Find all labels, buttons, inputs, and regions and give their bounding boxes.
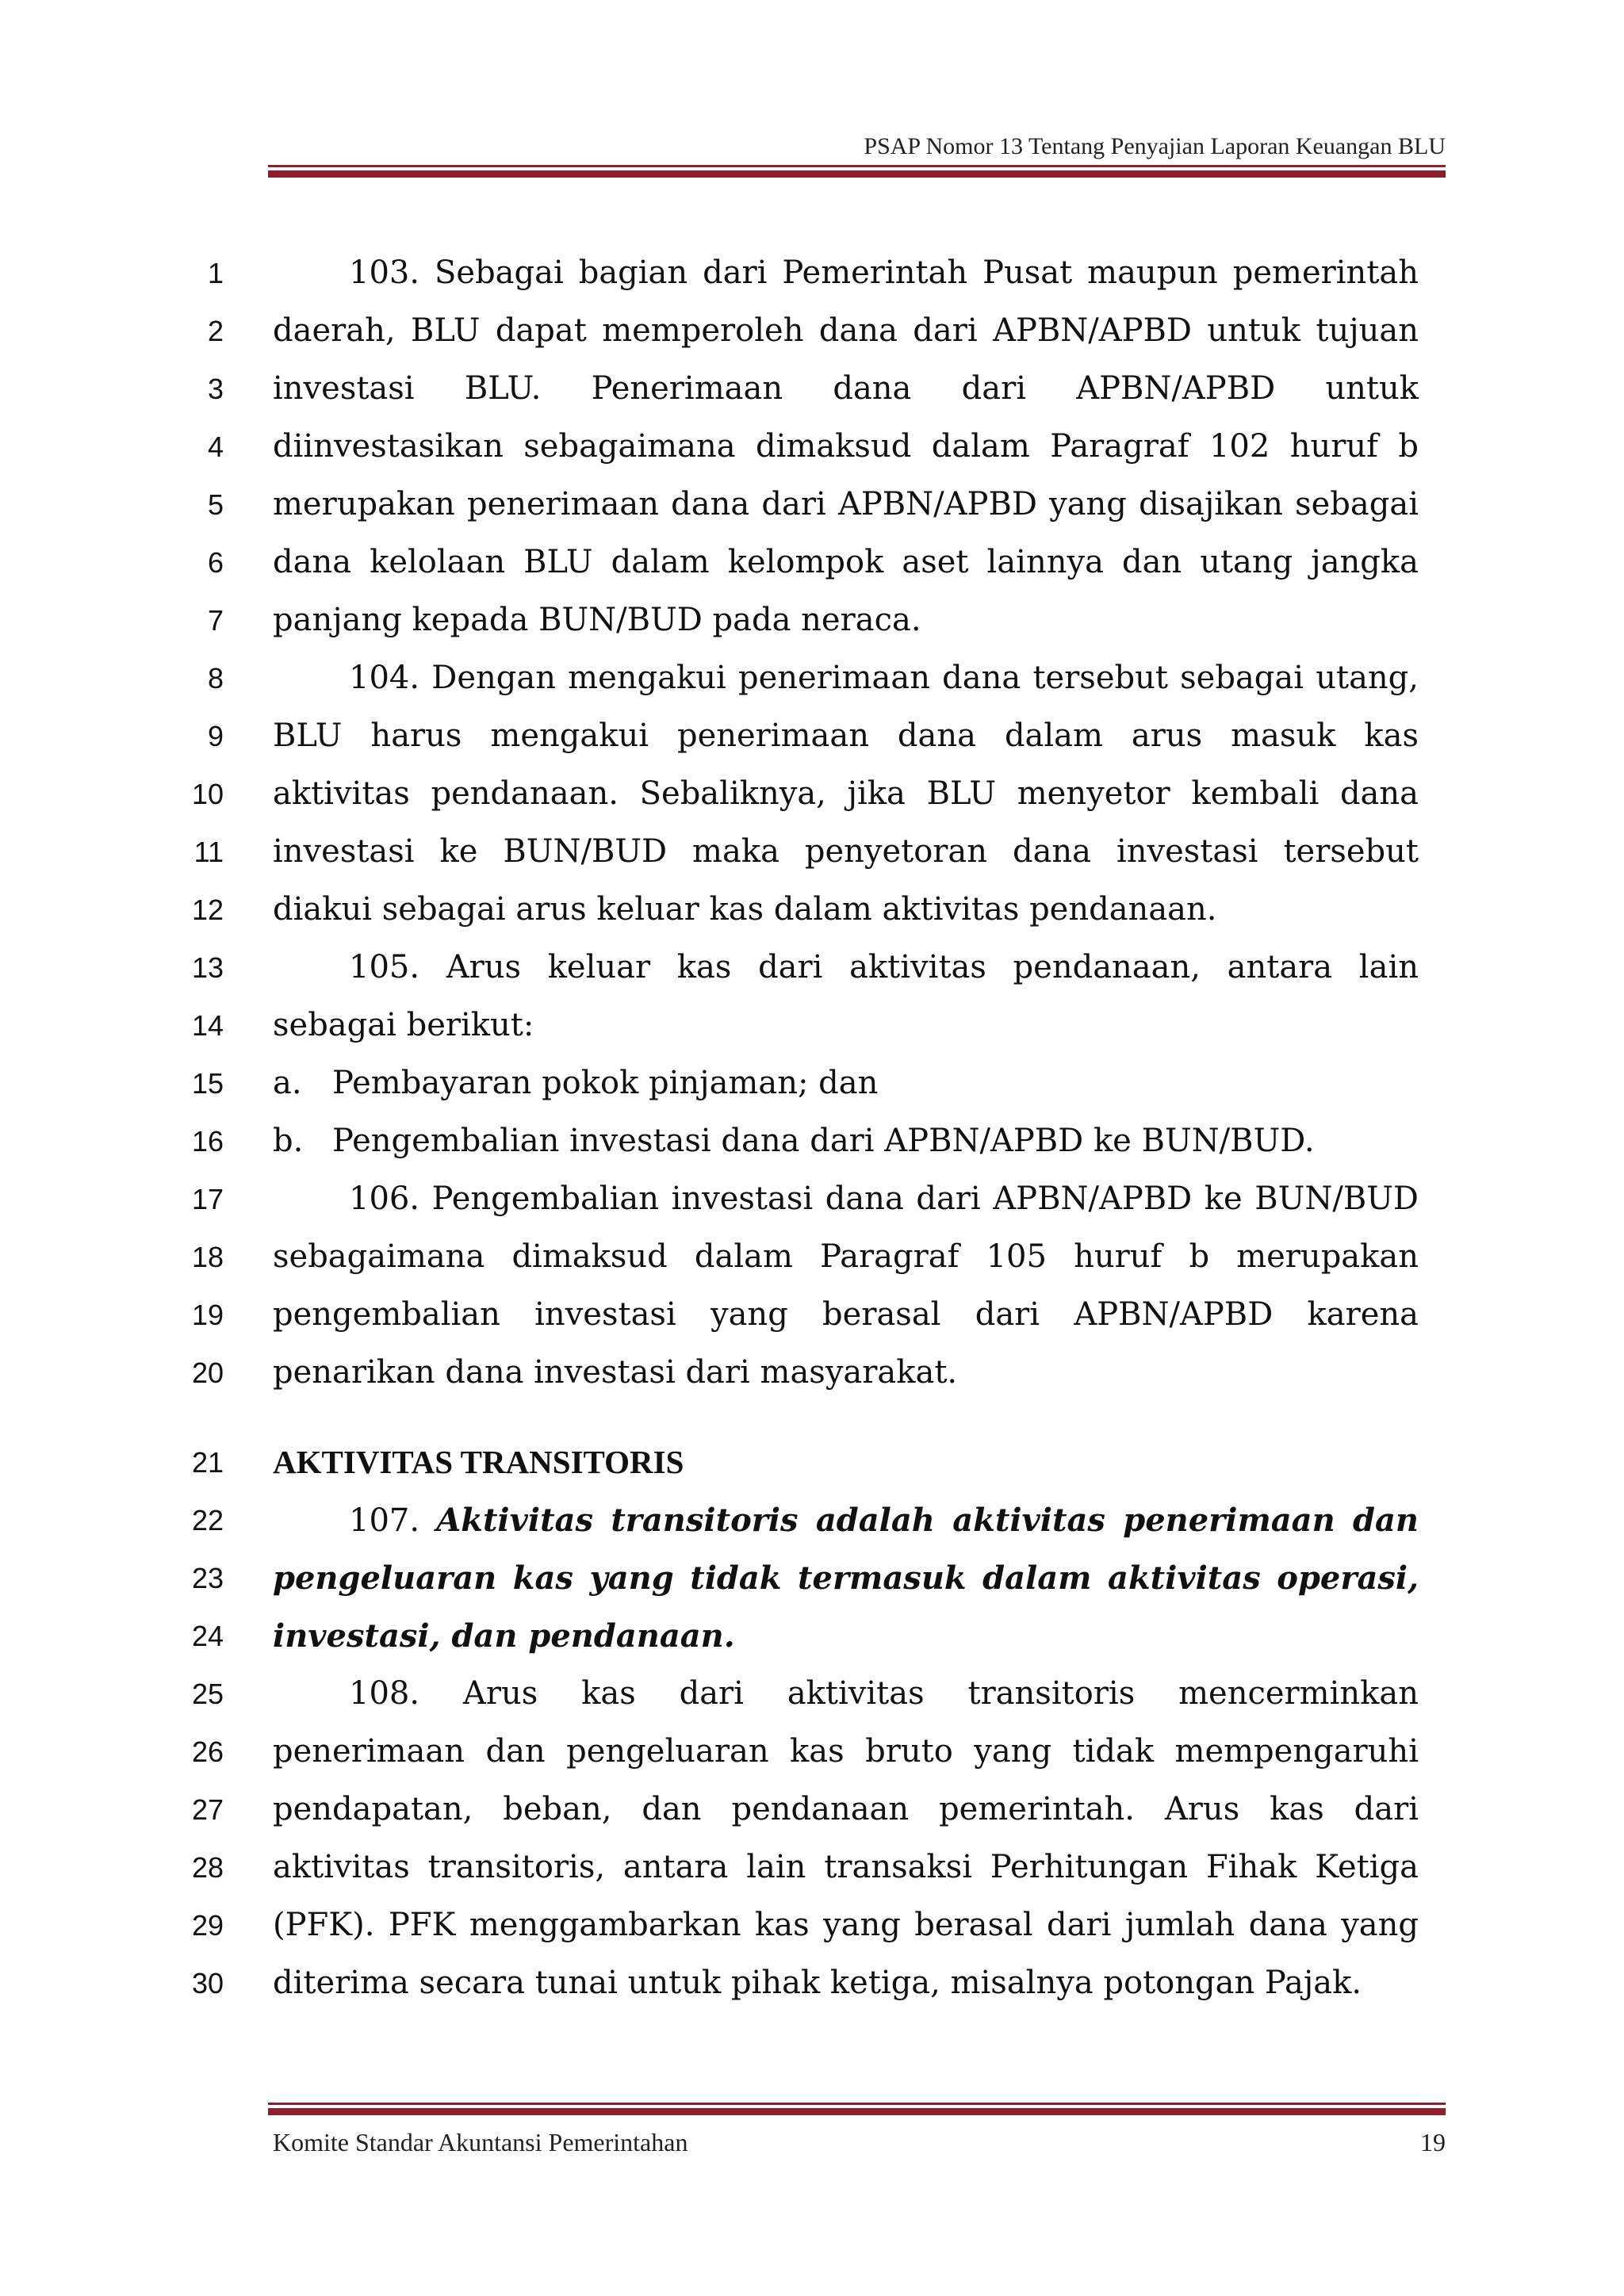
line-number: 21 <box>191 1446 224 1479</box>
line-text <box>273 1054 1419 1112</box>
line-text: investasi BLU. Penerimaan dana dari APBN/APBD untuk <box>273 370 1419 407</box>
text-line <box>0 1954 1624 2012</box>
text-line <box>0 1170 1624 1228</box>
heading-text: AKTIVITAS TRANSITORIS <box>273 1444 684 1480</box>
line-text: diinvestasikan sebagaimana dimaksud dalam Paragraf 102 huruf b <box>273 428 1419 465</box>
text-line <box>0 881 1624 939</box>
text-line <box>0 997 1624 1054</box>
line-number: 18 <box>191 1241 224 1273</box>
line-text: sebagaimana dimaksud dalam Paragraf 105 huruf b merupakan <box>273 1238 1419 1275</box>
line-text: 106. Pengembalian investasi dana dari APBN/APBD ke BUN/BUD <box>349 1181 1419 1217</box>
text-line <box>0 244 1624 302</box>
line-number: 2 <box>207 315 224 347</box>
line-number: 4 <box>207 430 224 463</box>
text-line <box>0 1896 1624 1954</box>
line-text: penarikan dana investasi dari masyarakat. <box>273 1354 958 1391</box>
section-heading <box>0 1433 1624 1491</box>
line-text: 103. Sebagai bagian dari Pemerintah Pusat maupun pemerintah <box>349 254 1419 291</box>
line-text: panjang kepada BUN/BUD pada neraca. <box>273 602 921 638</box>
definition-text: Aktivitas transitoris adalah aktivitas penerimaan dan <box>436 1502 1419 1539</box>
text-line <box>0 1723 1624 1781</box>
text-line <box>0 823 1624 881</box>
text-line <box>0 1839 1624 1896</box>
text-line <box>0 418 1624 476</box>
line-number: 6 <box>207 546 224 579</box>
line-number: 29 <box>191 1909 224 1942</box>
line-number: 26 <box>191 1735 224 1768</box>
line-number: 9 <box>207 720 224 752</box>
line-number: 27 <box>191 1793 224 1826</box>
text-line <box>0 939 1624 997</box>
line-text: 108. Arus kas dari aktivitas transitoris mencerminkan <box>349 1675 1419 1712</box>
line-text: aktivitas transitoris, antara lain transaksi Perhitungan Fihak Ketiga <box>273 1849 1419 1885</box>
paragraph-number: 107. <box>349 1502 420 1539</box>
line-number: 15 <box>191 1067 224 1100</box>
line-number: 10 <box>191 778 224 810</box>
line-number: 12 <box>191 894 224 926</box>
list-item <box>0 1054 1624 1112</box>
footer-rule-thin <box>268 2103 1446 2105</box>
line-text <box>273 1112 1419 1170</box>
line-number: 11 <box>193 836 224 868</box>
line-number: 28 <box>191 1851 224 1884</box>
header-title: PSAP Nomor 13 Tentang Penyajian Laporan Keuangan BLU <box>864 133 1446 159</box>
line-number: 25 <box>191 1678 224 1710</box>
line-number: 7 <box>207 604 224 637</box>
text-line <box>0 1228 1624 1286</box>
line-number: 13 <box>191 951 224 984</box>
line-text: diterima secara tunai untuk pihak ketiga, misalnya potongan Pajak. <box>273 1965 1362 2001</box>
line-text: daerah, BLU dapat memperoleh dana dari APBN/APBD untuk tujuan <box>273 312 1419 349</box>
line-number: 16 <box>191 1125 224 1158</box>
text-line <box>0 765 1624 823</box>
definition-text: investasi, dan pendanaan. <box>273 1617 735 1655</box>
line-number: 8 <box>207 662 224 695</box>
text-line <box>0 1286 1624 1344</box>
list-letter: a. <box>273 1065 302 1101</box>
line-number: 19 <box>191 1299 224 1331</box>
text-line <box>0 1607 1624 1665</box>
line-number: 1 <box>207 257 224 289</box>
text-line <box>0 1781 1624 1839</box>
line-number: 17 <box>191 1183 224 1215</box>
text-line <box>0 649 1624 707</box>
text-line <box>0 476 1624 534</box>
text-line <box>0 360 1624 418</box>
line-text: diakui sebagai arus keluar kas dalam aktivitas pendanaan. <box>273 891 1217 928</box>
line-text: (PFK). PFK menggambarkan kas yang berasal dari jumlah dana yang <box>273 1907 1419 1943</box>
line-number: 22 <box>191 1504 224 1536</box>
line-text <box>273 1491 1419 1550</box>
line-number: 20 <box>191 1357 224 1389</box>
definition-text: pengeluaran kas yang tidak termasuk dalam aktivitas operasi, <box>273 1559 1419 1597</box>
line-text: sebagai berikut: <box>273 1007 534 1043</box>
line-number: 30 <box>191 1967 224 1999</box>
text-line <box>0 1549 1624 1607</box>
text-line <box>0 302 1624 360</box>
text-line <box>0 1665 1624 1723</box>
line-text: aktivitas pendanaan. Sebaliknya, jika BLU menyetor kembali dana <box>273 775 1419 812</box>
line-text: investasi ke BUN/BUD maka penyetoran dana investasi tersebut <box>273 833 1419 870</box>
line-text: 105. Arus keluar kas dari aktivitas pendanaan, antara lain <box>349 949 1419 985</box>
footer-organization: Komite Standar Akuntansi Pemerintahan <box>273 2128 688 2156</box>
line-text: dana kelolaan BLU dalam kelompok aset lainnya dan utang jangka <box>273 544 1419 580</box>
list-item-text: Pengembalian investasi dana dari APBN/APBD ke BUN/BUD. <box>332 1123 1315 1159</box>
text-line <box>0 707 1624 765</box>
text-line <box>0 1344 1624 1402</box>
text-line <box>0 1491 1624 1549</box>
line-number: 24 <box>191 1620 224 1652</box>
header-rule-thin <box>268 165 1446 167</box>
header-rule-thick <box>268 170 1446 178</box>
line-number: 14 <box>191 1009 224 1042</box>
line-number: 23 <box>191 1562 224 1594</box>
footer-rule-thick <box>268 2108 1446 2115</box>
line-text: penerimaan dan pengeluaran kas bruto yang tidak mempengaruhi <box>273 1733 1419 1770</box>
line-text: merupakan penerimaan dana dari APBN/APBD yang disajikan sebagai <box>273 486 1419 522</box>
line-text: BLU harus mengakui penerimaan dana dalam arus masuk kas <box>273 718 1419 754</box>
list-item <box>0 1112 1624 1170</box>
list-item-text: Pembayaran pokok pinjaman; dan <box>332 1065 879 1101</box>
line-number: 3 <box>207 373 224 405</box>
line-text: pendapatan, beban, dan pendanaan pemerintah. Arus kas dari <box>273 1791 1419 1827</box>
line-text: pengembalian investasi yang berasal dari APBN/APBD karena <box>273 1296 1419 1333</box>
text-line <box>0 534 1624 591</box>
list-letter: b. <box>273 1123 304 1159</box>
line-number: 5 <box>207 488 224 521</box>
line-text: 104. Dengan mengakui penerimaan dana tersebut sebagai utang, <box>349 660 1419 696</box>
page-number: 19 <box>1420 2128 1446 2156</box>
text-line <box>0 591 1624 649</box>
